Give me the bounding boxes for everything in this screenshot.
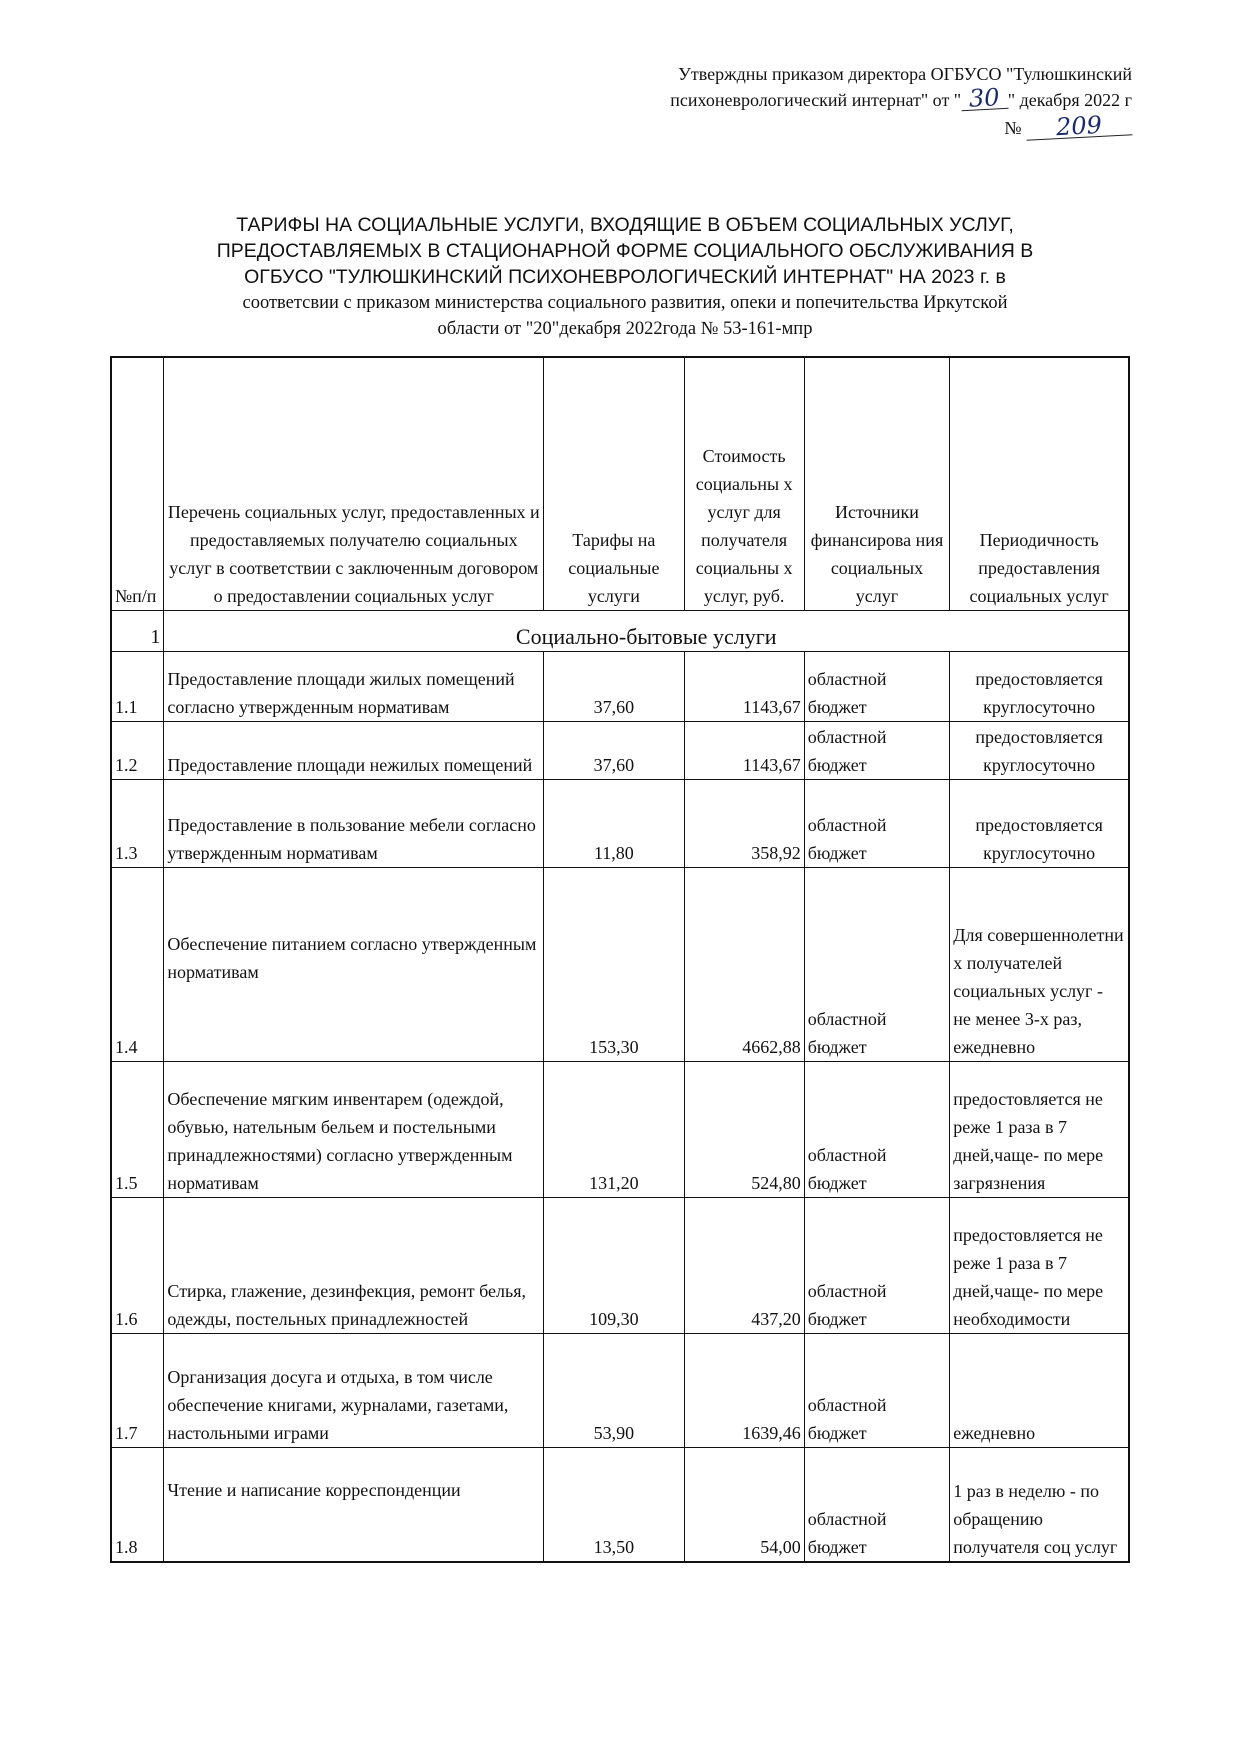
row-cost: 54,00 bbox=[684, 1448, 804, 1562]
approval-line-2-prefix: психоневрологический интернат" от " bbox=[670, 90, 962, 110]
header-periodicity: Периодичность предоставления социальных услуг bbox=[950, 357, 1129, 611]
row-number: 1.7 bbox=[111, 1334, 164, 1448]
header-service: Перечень социальных услуг, предоставленных и предоставляемых получателю социальных услуг в соответствии с заключенным договором о предоставлении социальных услуг bbox=[164, 357, 544, 611]
row-source: областной бюджет bbox=[804, 652, 950, 722]
row-service: Чтение и написание корреспонденции bbox=[164, 1448, 544, 1562]
row-number: 1.8 bbox=[111, 1448, 164, 1562]
row-tariff: 153,30 bbox=[544, 868, 684, 1062]
tariffs-table bbox=[110, 356, 1130, 1563]
row-number: 1.3 bbox=[111, 780, 164, 868]
row-number: 1.5 bbox=[111, 1062, 164, 1198]
section-title: Социально-бытовые услуги bbox=[164, 611, 1129, 652]
table-header-row bbox=[111, 357, 1129, 611]
row-periodicity: предостовляется круглосуточно bbox=[950, 780, 1129, 868]
section-row bbox=[111, 611, 1129, 652]
row-cost: 437,20 bbox=[684, 1198, 804, 1334]
title-line-2: ПРЕДОСТАВЛЯЕМЫХ В СТАЦИОНАРНОЙ ФОРМЕ СОЦИАЛЬНОГО ОБСЛУЖИВАНИЯ В bbox=[216, 240, 1034, 262]
row-tariff: 109,30 bbox=[544, 1198, 684, 1334]
row-tariff: 53,90 bbox=[544, 1334, 684, 1448]
row-source: областной бюджет bbox=[804, 1334, 950, 1448]
title-line-5: области от "20"декабря 2022года № 53-161-мпр bbox=[437, 319, 813, 339]
row-source: областной бюджет bbox=[804, 868, 950, 1062]
title-line-1: ТАРИФЫ НА СОЦИАЛЬНЫЕ УСЛУГИ, ВХОДЯЩИЕ В ОБЪЕМ СОЦИАЛЬНЫХ УСЛУГ, bbox=[236, 214, 1014, 236]
table-row bbox=[111, 868, 1129, 1062]
row-service: Предоставление в пользование мебели согласно утвержденным нормативам bbox=[164, 780, 544, 868]
row-service: Обеспечение мягким инвентарем (одеждой, обувью, нательным бельем и постельными принадлежностями) согласно утвержденным нормативам bbox=[164, 1062, 544, 1198]
approval-line-1: Утверждны приказом директора ОГБУСО "Тулюшкинский bbox=[678, 64, 1132, 84]
row-number: 1.4 bbox=[111, 868, 164, 1062]
title-line-4: соответсвии с приказом министерства социального развития, опеки и попечительства Иркутской bbox=[242, 293, 1008, 313]
row-periodicity: предостовляется не реже 1 раза в 7 дней,чаще- по мере загрязнения bbox=[950, 1062, 1129, 1198]
row-service: Предоставление площади нежилых помещений bbox=[164, 722, 544, 780]
approval-stamp-text bbox=[572, 62, 1132, 141]
approval-line-2-suffix: " декабря 2022 г bbox=[1007, 90, 1132, 110]
row-source: областной бюджет bbox=[804, 780, 950, 868]
title-line-3: ОГБУСО "ТУЛЮШКИНСКИЙ ПСИХОНЕВРОЛОГИЧЕСКИЙ ИНТЕРНАТ" НА 2023 г. в bbox=[244, 266, 1006, 288]
handwritten-day: 30 bbox=[961, 86, 1009, 111]
table-row bbox=[111, 1198, 1129, 1334]
row-number: 1.6 bbox=[111, 1198, 164, 1334]
row-tariff: 37,60 bbox=[544, 652, 684, 722]
row-cost: 358,92 bbox=[684, 780, 804, 868]
number-label: № bbox=[1004, 118, 1022, 138]
row-source: областной бюджет bbox=[804, 1062, 950, 1198]
row-periodicity: предостовляется круглосуточно bbox=[950, 652, 1129, 722]
row-service: Обеспечение питанием согласно утвержденным нормативам bbox=[164, 868, 544, 1062]
row-periodicity: 1 раз в неделю - по обращению получателя соц услуг bbox=[950, 1448, 1129, 1562]
row-periodicity: предостовляется не реже 1 раза в 7 дней,чаще- по мере необходимости bbox=[950, 1198, 1129, 1334]
row-number: 1.1 bbox=[111, 652, 164, 722]
table-row bbox=[111, 652, 1129, 722]
row-cost: 1639,46 bbox=[684, 1334, 804, 1448]
handwritten-order-number: 209 bbox=[1025, 112, 1132, 141]
header-source: Источники финансирова ния социальных услуг bbox=[804, 357, 950, 611]
table-row bbox=[111, 1448, 1129, 1562]
row-tariff: 37,60 bbox=[544, 722, 684, 780]
header-tariff: Тарифы на социальные услуги bbox=[544, 357, 684, 611]
row-cost: 1143,67 bbox=[684, 652, 804, 722]
table-row bbox=[111, 780, 1129, 868]
row-service: Стирка, глажение, дезинфекция, ремонт белья, одежды, постельных принадлежностей bbox=[164, 1198, 544, 1334]
row-source: областной бюджет bbox=[804, 1198, 950, 1334]
row-tariff: 131,20 bbox=[544, 1062, 684, 1198]
row-source: областной бюджет bbox=[804, 1448, 950, 1562]
row-cost: 1143,67 bbox=[684, 722, 804, 780]
row-service: Предоставление площади жилых помещений согласно утвержденным нормативам bbox=[164, 652, 544, 722]
row-service: Организация досуга и отдыха, в том числе обеспечение книгами, журналами, газетами, настольными играми bbox=[164, 1334, 544, 1448]
table-row bbox=[111, 1062, 1129, 1198]
row-source: областной бюджет bbox=[804, 722, 950, 780]
table-row bbox=[111, 722, 1129, 780]
approval-line-2 bbox=[572, 83, 1132, 113]
table-row bbox=[111, 1334, 1129, 1448]
row-cost: 524,80 bbox=[684, 1062, 804, 1198]
row-number: 1.2 bbox=[111, 722, 164, 780]
approval-number-line bbox=[572, 110, 1132, 142]
header-cost: Стоимость социальны х услуг для получателя социальны х услуг, руб. bbox=[684, 357, 804, 611]
document-title bbox=[150, 212, 1100, 342]
row-cost: 4662,88 bbox=[684, 868, 804, 1062]
header-num: №п/п bbox=[111, 357, 164, 611]
row-periodicity: ежедневно bbox=[950, 1334, 1129, 1448]
row-periodicity: предостовляется круглосуточно bbox=[950, 722, 1129, 780]
row-periodicity: Для совершеннолетни х получателей социальных услуг - не менее 3-х раз, ежедневно bbox=[950, 868, 1129, 1062]
row-tariff: 11,80 bbox=[544, 780, 684, 868]
row-tariff: 13,50 bbox=[544, 1448, 684, 1562]
section-number: 1 bbox=[111, 611, 164, 652]
